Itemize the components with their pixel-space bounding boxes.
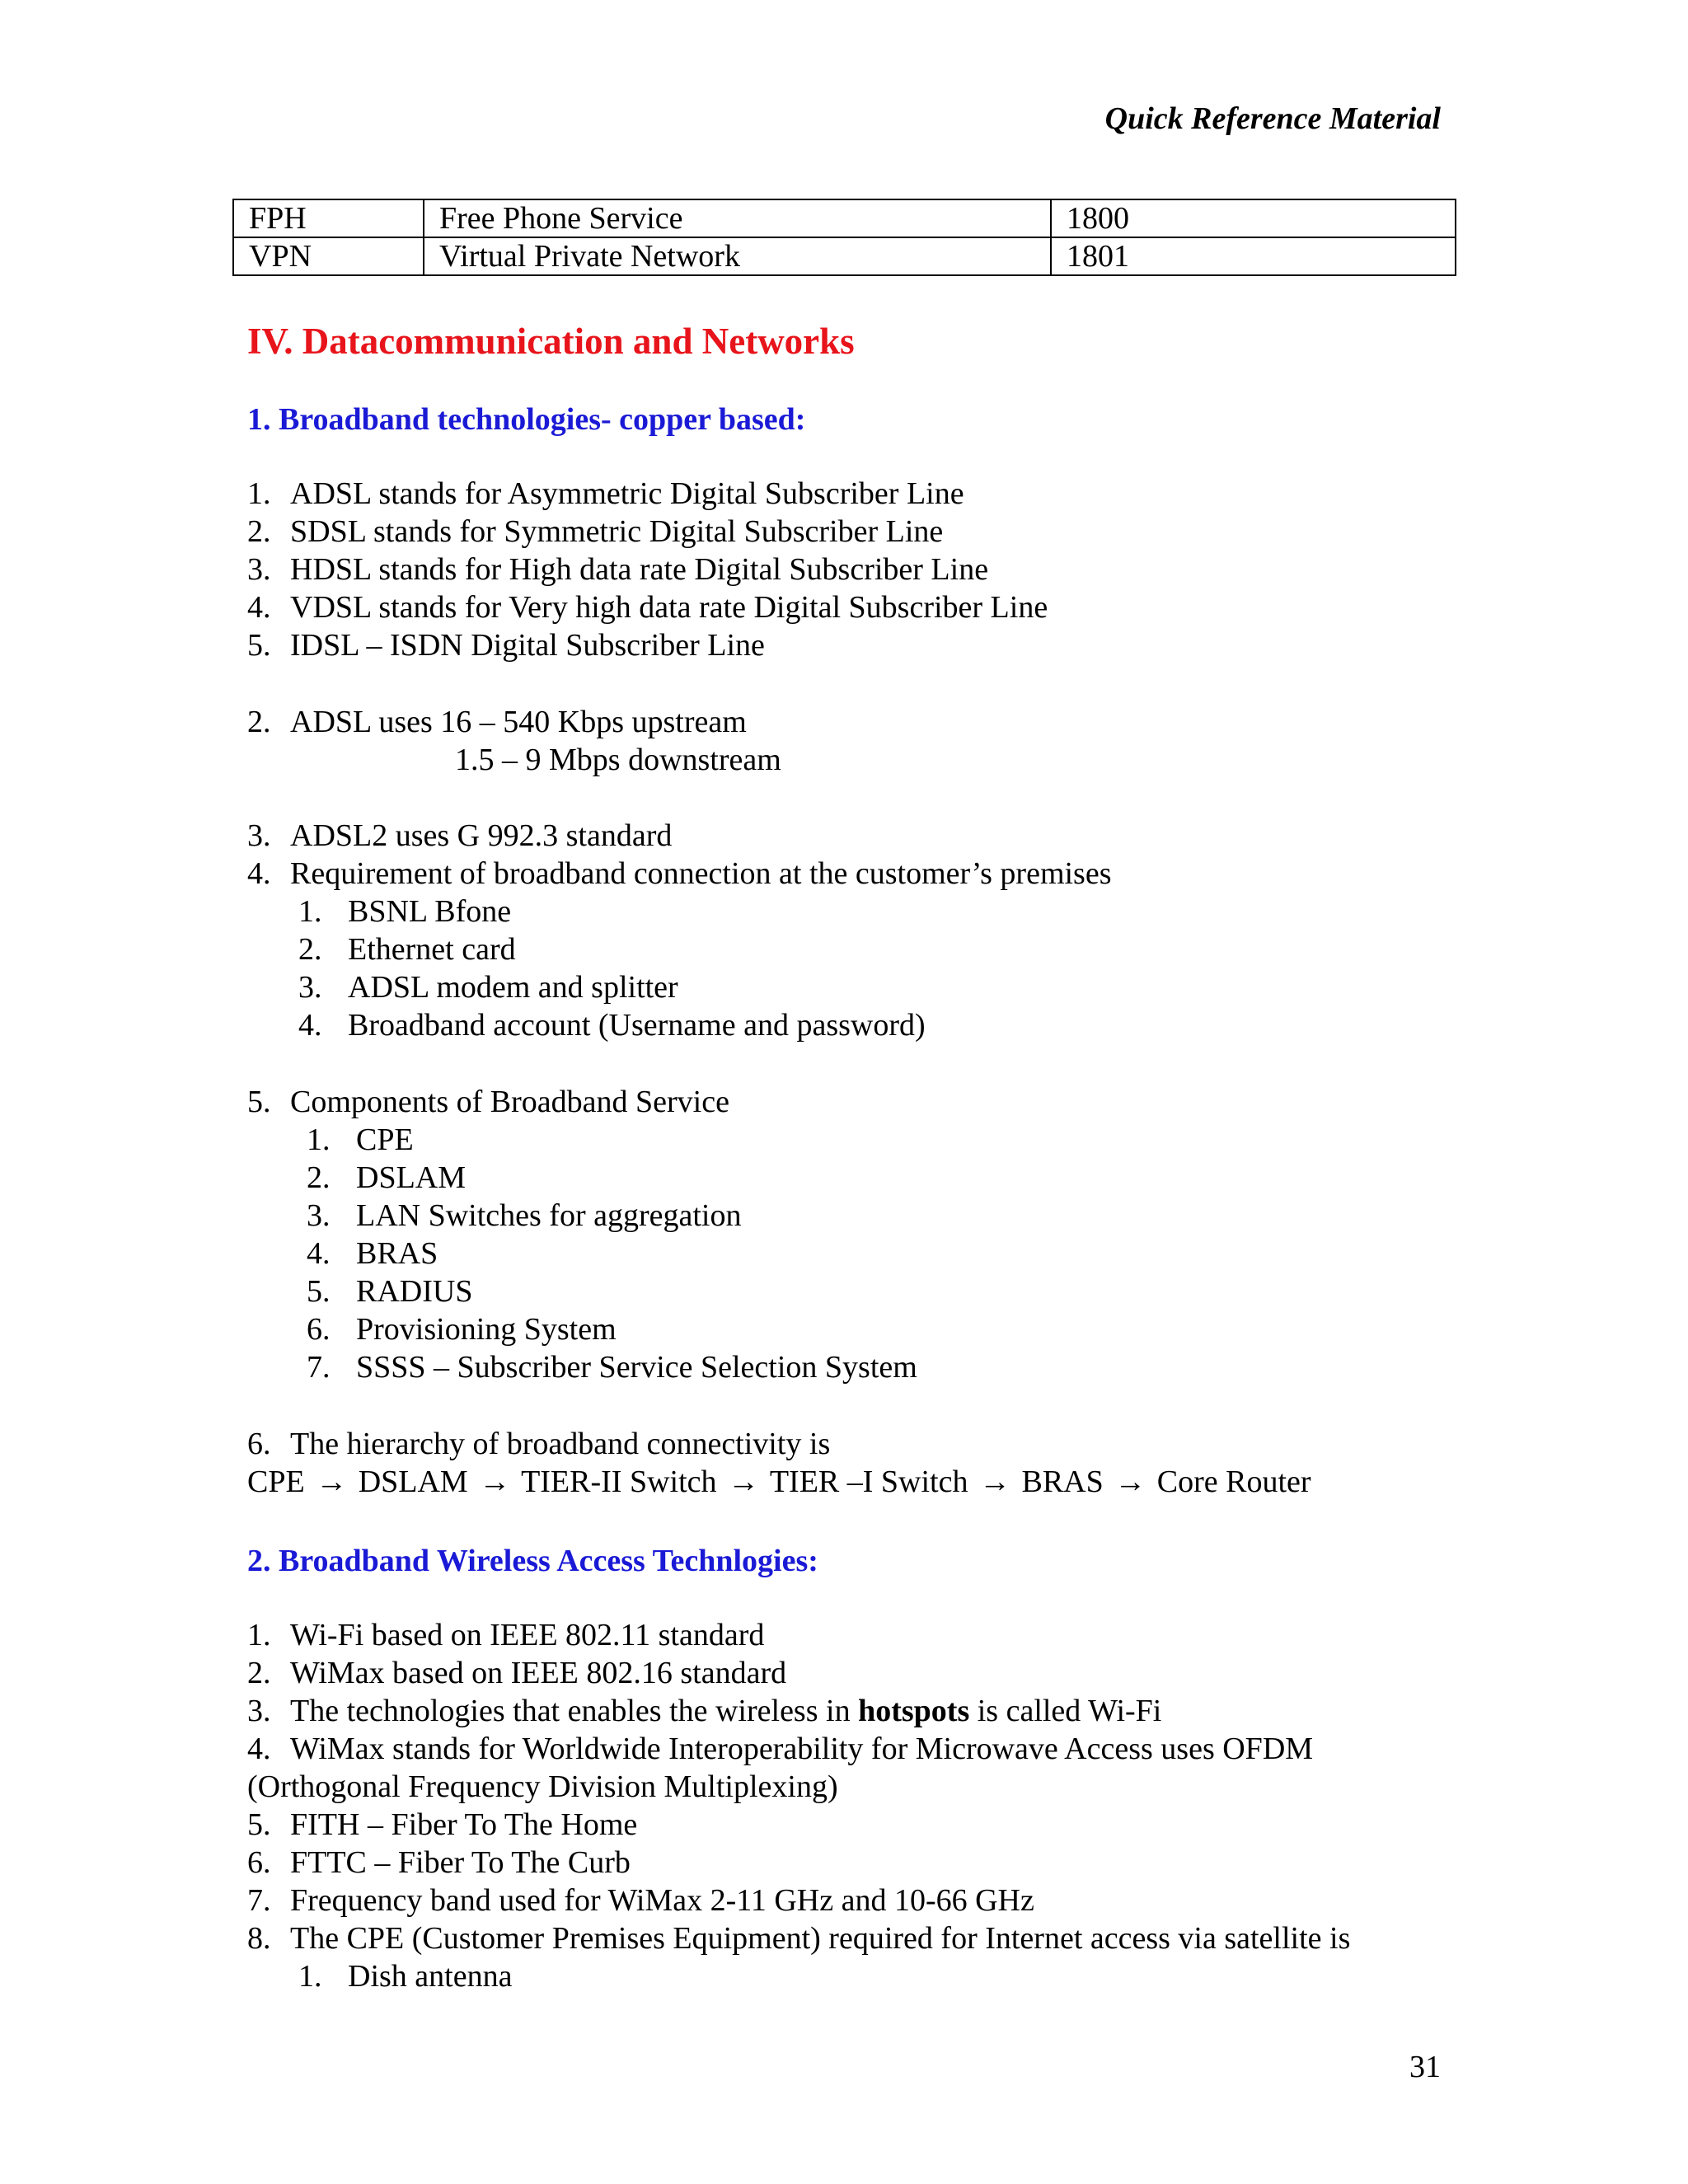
list-text: WiMax stands for Worldwide Interoperability for Microwave Access uses OFDM <box>290 1732 1314 1766</box>
subsection-heading-copper: 1. Broadband technologies- copper based: <box>247 402 806 437</box>
table-cell: 1801 <box>1051 237 1456 275</box>
list-item <box>247 1730 1313 1768</box>
list-text: WiMax based on IEEE 802.16 standard <box>290 1656 787 1690</box>
list-text-continuation: (Orthogonal Frequency Division Multiplexing) <box>247 1769 838 1804</box>
list-item <box>247 475 964 513</box>
list-item <box>247 1844 631 1882</box>
chain-node: CPE <box>247 1465 305 1499</box>
sub-list-item <box>307 1197 742 1235</box>
list-item <box>247 1806 637 1844</box>
table-row <box>233 237 1456 275</box>
sub-list-item <box>298 893 511 930</box>
list-text: FITH – Fiber To The Home <box>290 1807 638 1842</box>
list-item <box>247 1425 830 1463</box>
list-number: 2. <box>307 1160 331 1195</box>
table-cell: FPH <box>233 199 424 237</box>
list-number: 1. <box>247 1618 271 1652</box>
list-text: is called Wi-Fi <box>969 1694 1162 1728</box>
list-item <box>247 1083 729 1121</box>
list-text: The technologies that enables the wireless in <box>290 1694 859 1728</box>
list-text: ADSL modem and splitter <box>348 970 678 1005</box>
list-number: 2. <box>247 1656 271 1690</box>
list-text: FTTC – Fiber To The Curb <box>290 1845 631 1880</box>
table-cell: VPN <box>233 237 424 275</box>
chain-node: TIER-II Switch <box>521 1465 717 1499</box>
list-text: BSNL Bfone <box>348 894 512 929</box>
page-number: 31 <box>1409 2050 1441 2084</box>
sub-list-item <box>298 968 678 1006</box>
list-number: 8. <box>247 1921 271 1956</box>
service-code-table <box>232 199 1456 276</box>
arrow-right-icon: → <box>728 1465 760 1499</box>
arrow-right-icon: → <box>1114 1465 1146 1499</box>
list-number: 1. <box>307 1122 331 1157</box>
list-number: 1. <box>298 894 322 929</box>
list-item <box>247 1654 786 1692</box>
sub-list-item <box>298 1957 512 1995</box>
list-number: 5. <box>247 1085 271 1119</box>
sub-list-item <box>307 1272 472 1310</box>
list-number: 6. <box>247 1427 271 1461</box>
arrow-right-icon: → <box>316 1465 348 1499</box>
hierarchy-chain <box>247 1463 1311 1501</box>
list-item <box>247 513 943 551</box>
list-number: 5. <box>247 1807 271 1842</box>
list-text: HDSL stands for High data rate Digital Subscriber Line <box>290 552 989 587</box>
list-item <box>247 1882 1034 1919</box>
list-number: 5. <box>307 1274 331 1309</box>
list-text: SSSS – Subscriber Service Selection System <box>356 1350 917 1385</box>
list-number: 3. <box>247 1694 271 1728</box>
running-header: Quick Reference Material <box>1104 101 1441 136</box>
list-item <box>247 1616 764 1654</box>
chain-node: DSLAM <box>358 1465 468 1499</box>
arrow-right-icon: → <box>479 1465 511 1499</box>
table-row <box>233 199 1456 237</box>
arrow-right-icon: → <box>978 1465 1010 1499</box>
list-text: VDSL stands for Very high data rate Digital Subscriber Line <box>290 590 1048 625</box>
list-number: 7. <box>247 1883 271 1918</box>
list-text: DSLAM <box>356 1160 467 1195</box>
list-text: SDSL stands for Symmetric Digital Subscriber Line <box>290 514 944 549</box>
list-text-bold: hotspots <box>858 1694 970 1728</box>
list-number: 2. <box>298 932 322 967</box>
list-text: Provisioning System <box>356 1312 617 1347</box>
list-text: Requirement of broadband connection at the customer’s premises <box>290 856 1112 891</box>
sub-list-item <box>298 1006 926 1044</box>
list-number: 7. <box>307 1350 331 1385</box>
sub-list-item <box>298 930 516 968</box>
list-number: 4. <box>247 590 271 625</box>
table-cell: Free Phone Service <box>424 199 1051 237</box>
list-number: 4. <box>247 856 271 891</box>
list-item <box>247 551 988 588</box>
list-text: Components of Broadband Service <box>290 1085 729 1119</box>
list-text: ADSL2 uses G 992.3 standard <box>290 818 673 853</box>
list-item <box>247 1919 1350 1957</box>
list-number: 5. <box>247 628 271 663</box>
list-text: BRAS <box>356 1236 438 1271</box>
list-number: 6. <box>307 1312 331 1347</box>
list-text: IDSL – ISDN Digital Subscriber Line <box>290 628 765 663</box>
list-item <box>247 817 672 855</box>
list-number: 6. <box>247 1845 271 1880</box>
list-text-continuation: 1.5 – 9 Mbps downstream <box>455 743 781 777</box>
list-number: 3. <box>298 970 322 1005</box>
list-text: Broadband account (Username and password) <box>348 1008 926 1043</box>
sub-list-item <box>307 1159 466 1197</box>
list-item <box>247 626 765 664</box>
list-text: Wi-Fi based on IEEE 802.11 standard <box>290 1618 765 1652</box>
list-text: RADIUS <box>356 1274 473 1309</box>
list-number: 4. <box>307 1236 331 1271</box>
list-text: Dish antenna <box>348 1959 513 1994</box>
list-text: Frequency band used for WiMax 2-11 GHz and 10-66 GHz <box>290 1883 1034 1918</box>
list-text: LAN Switches for aggregation <box>356 1198 742 1233</box>
table-cell: 1800 <box>1051 199 1456 237</box>
list-text: ADSL stands for Asymmetric Digital Subscriber Line <box>290 476 964 511</box>
table-cell: Virtual Private Network <box>424 237 1051 275</box>
list-item <box>247 588 1048 626</box>
list-text: CPE <box>356 1122 414 1157</box>
chain-node: Core Router <box>1156 1465 1311 1499</box>
sub-list-item <box>307 1121 414 1159</box>
list-number: 2. <box>247 705 271 739</box>
list-number: 3. <box>307 1198 331 1233</box>
sub-list-item <box>307 1348 917 1386</box>
chain-node: BRAS <box>1021 1465 1104 1499</box>
list-text: The CPE (Customer Premises Equipment) required for Internet access via satellite is <box>290 1921 1351 1956</box>
list-number: 4. <box>298 1008 322 1043</box>
list-text: ADSL uses 16 – 540 Kbps upstream <box>290 705 747 739</box>
list-item <box>247 1692 1161 1730</box>
list-number: 1. <box>298 1959 322 1994</box>
section-heading: IV. Datacommunication and Networks <box>247 321 855 362</box>
list-number: 2. <box>247 514 271 549</box>
chain-node: TIER –I Switch <box>769 1465 968 1499</box>
sub-list-item <box>307 1235 438 1272</box>
list-number: 4. <box>247 1732 271 1766</box>
list-number: 3. <box>247 818 271 853</box>
sub-list-item <box>307 1310 617 1348</box>
list-text: Ethernet card <box>348 932 516 967</box>
list-number: 3. <box>247 552 271 587</box>
list-text: The hierarchy of broadband connectivity is <box>290 1427 831 1461</box>
list-item <box>247 703 747 741</box>
subsection-heading-wireless: 2. Broadband Wireless Access Technlogies: <box>247 1544 818 1578</box>
list-number: 1. <box>247 476 271 511</box>
list-item <box>247 855 1112 893</box>
